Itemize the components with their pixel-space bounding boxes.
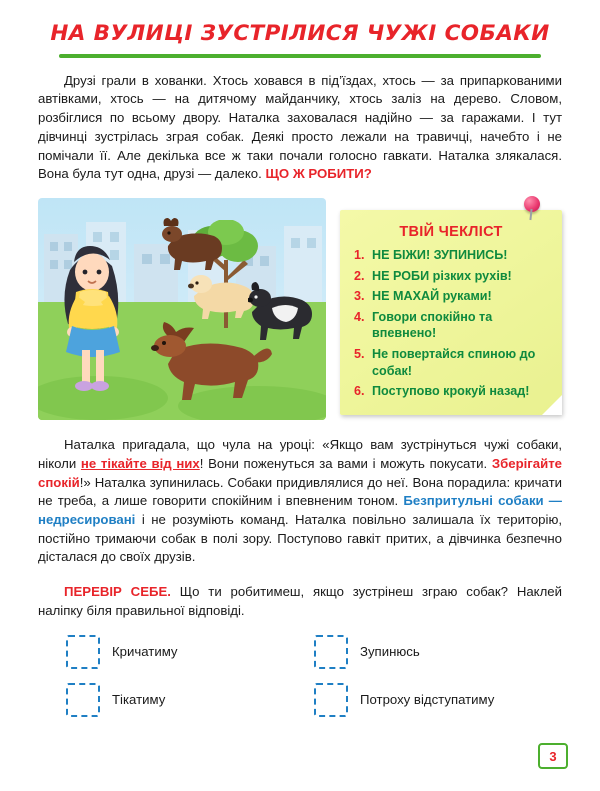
illustration-dogs-and-girl <box>38 198 326 420</box>
list-item: НЕ МАХАЙ руками! <box>372 289 492 304</box>
story-paragraph <box>38 436 562 567</box>
intro-paragraph <box>38 72 562 184</box>
list-item: Не повертайся спиною до собак! <box>372 347 536 378</box>
story-text-d: і не розуміють команд. Наталка повільно залишала їх територію, постійно тримаючи собак в полі зору. Поступово гавкіт притих, а дівчинка безпечно дісталася до своїх друзів. <box>38 511 562 565</box>
story-highlight-3: Безпритульні собаки — недресировані <box>38 493 562 527</box>
pushpin-icon <box>524 196 540 212</box>
page-title-block <box>38 0 562 58</box>
sticker-box-icon[interactable] <box>314 683 348 717</box>
list-item: НЕ БІЖИ! ЗУПИНИСЬ! <box>372 248 508 263</box>
girl-character-icon <box>50 234 136 414</box>
check-yourself-text: Що ти робитимеш, якщо зустрінеш зграю собак? Наклей наліпку біля правильної відповіді. <box>38 584 562 618</box>
list-item: НЕ РОБИ різких рухів! <box>372 268 512 283</box>
answer-label: Тікатиму <box>112 692 166 708</box>
list-item: Говори спокійно та впевнено! <box>372 309 493 341</box>
sticker-box-icon[interactable] <box>314 635 348 669</box>
checklist-items <box>350 247 552 400</box>
answer-label: Зупинюсь <box>360 644 420 660</box>
title-divider <box>59 54 541 58</box>
answer-option-1[interactable] <box>66 635 314 669</box>
story-text-a: Наталка пригадала, що чула на уроці: «Якщо вам зустрінуться чужі собаки, ніколи <box>38 437 562 471</box>
story-text-b: ! Вони поженуться за вами і можуть покусати. <box>199 455 492 471</box>
check-yourself-paragraph <box>38 583 562 620</box>
sticker-box-icon[interactable] <box>66 683 100 717</box>
list-item: Поступово крокуй назад! <box>372 384 530 399</box>
illustration-and-checklist <box>38 198 562 420</box>
answer-option-4[interactable] <box>314 683 562 717</box>
dog-blackwhite-icon <box>248 276 318 346</box>
answer-option-3[interactable] <box>66 683 314 717</box>
answer-label: Потроху відступатиму <box>360 692 495 708</box>
checklist-title: ТВІЙ ЧЕКЛІСТ <box>399 224 503 241</box>
checklist-note <box>340 210 562 415</box>
intro-question: ЩО Ж РОБИТИ? <box>265 166 372 182</box>
check-yourself-heading: ПЕРЕВІР СЕБЕ. <box>64 584 171 600</box>
intro-text: Друзі грали в хованки. Хтось ховався в під’їздах, хтось — за припаркованими автівками, хтось — на дитячому майданчику, хтось заліз на дерево. Словом, розбіглися по всьому двору. Наталка заховалася надійно — за гаражами. І тут дівчинці зустрілась зграя собак. Деякі просто лежали на травичці, начебто і не помічали її. Але декілька все ж таки почали голосно гавкати. Наталка злякалася. Вона була тут одна, друзі — далеко. <box>38 72 562 182</box>
page-title: НА ВУЛИЦІ ЗУСТРІЛИСЯ ЧУЖІ СОБАКИ <box>50 21 550 46</box>
sticker-box-icon[interactable] <box>66 635 100 669</box>
answer-option-2[interactable] <box>314 635 562 669</box>
answer-options <box>38 635 562 717</box>
answer-label: Кричатиму <box>112 644 178 660</box>
story-text-c: !» Наталка зупинилась. Собаки придивлялися до неї. Вона порадила: кричати не треба, а лише говорити спокійним і впевненим тоном. <box>38 474 562 509</box>
story-highlight-2: Зберігайте спокій <box>38 455 563 490</box>
page-number: 3 <box>538 743 568 769</box>
story-highlight-1: не тікайте від них <box>80 455 200 471</box>
